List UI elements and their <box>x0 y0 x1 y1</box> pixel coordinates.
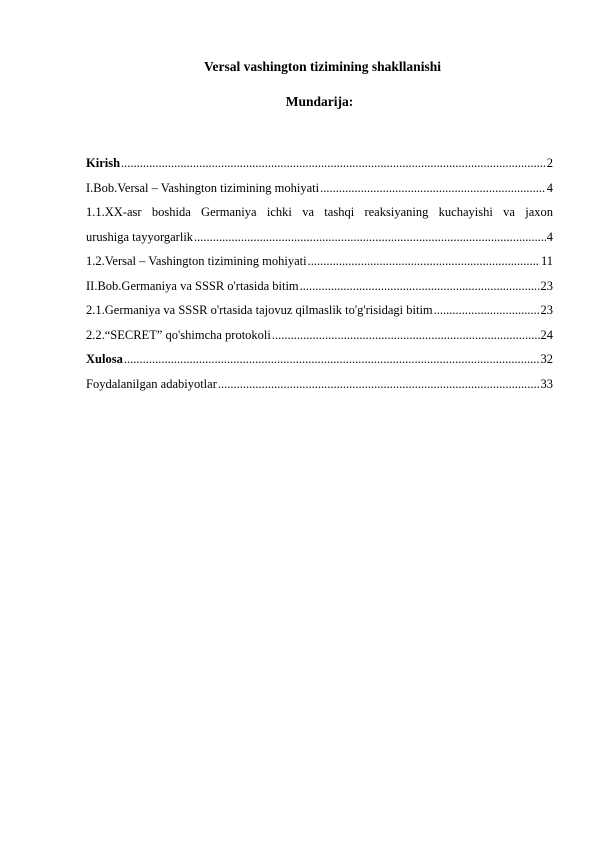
toc-entry-label: Xulosa <box>86 352 123 366</box>
toc-entry-bibliography[interactable] <box>86 372 553 397</box>
toc-entry-label: II.Bob.Germaniya va SSSR o'rtasida bitim <box>86 278 299 293</box>
toc-entry-section-2-2[interactable] <box>86 323 553 348</box>
dot-leader <box>272 323 540 348</box>
toc-entry-label: 1.2.Versal – Vashington tizimining mohiyati <box>86 254 307 268</box>
table-of-contents <box>86 151 553 396</box>
toc-entry-section-2-1[interactable] <box>86 298 553 323</box>
toc-entry-chapter-2[interactable] <box>86 274 553 299</box>
toc-entry-chapter-1[interactable] <box>86 176 553 201</box>
dot-leader <box>308 249 540 274</box>
dot-leader <box>121 151 546 176</box>
toc-entry-page: 4 <box>546 229 553 244</box>
dot-leader <box>300 274 540 299</box>
dot-leader <box>320 176 546 201</box>
toc-entry-page: 23 <box>540 278 553 293</box>
toc-entry-page: 11 <box>540 254 553 268</box>
dot-leader <box>434 298 540 323</box>
toc-entry-label: 2.1.Germaniya va SSSR o'rtasida tajovuz qilmaslik to'g'risidagi bitim <box>86 303 433 317</box>
toc-entry-page: 33 <box>540 376 553 391</box>
toc-entry-page: 4 <box>546 180 553 195</box>
toc-entry-label: urushiga tayyorgarlik <box>86 229 194 244</box>
document-title: Versal vashington tizimining shakllanishi <box>204 59 441 74</box>
toc-entry-label: I.Bob.Versal – Vashington tizimining mohiyati <box>86 180 320 195</box>
toc-entry-label-line1: 1.1.XX-asr boshida Germaniya ichki va tashqi reaksiyaning kuchayishi va jaxon <box>86 205 553 219</box>
toc-entry-section-1-2[interactable] <box>86 249 553 274</box>
dot-leader <box>218 372 540 397</box>
toc-entry-page: 23 <box>540 303 553 317</box>
toc-entry-page: 32 <box>540 352 553 366</box>
dot-leader <box>194 225 546 250</box>
toc-entry-label: 2.2.“SECRET” qo'shimcha protokoli <box>86 327 271 342</box>
toc-entry-label: Kirish <box>86 156 121 170</box>
toc-entry-kirish[interactable] <box>86 151 553 176</box>
toc-entry-section-1-1[interactable] <box>86 200 553 249</box>
toc-heading: Mundarija: <box>285 94 354 109</box>
toc-entry-label: Foydalanilgan adabiyotlar <box>86 376 217 391</box>
toc-entry-page: 24 <box>540 327 553 342</box>
toc-entry-xulosa[interactable] <box>86 347 553 372</box>
dot-leader <box>124 347 540 372</box>
toc-entry-page: 2 <box>546 156 553 170</box>
